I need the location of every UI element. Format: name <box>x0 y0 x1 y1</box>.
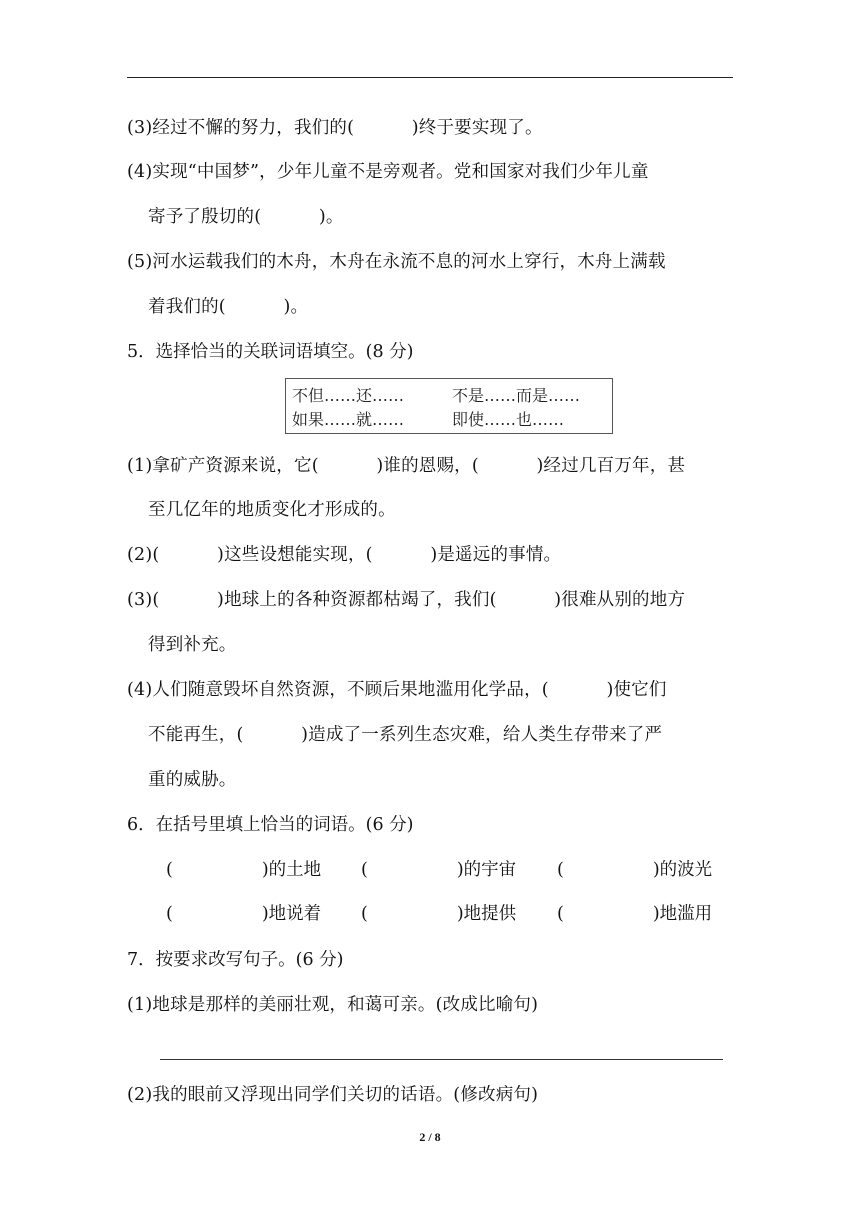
q5-item-4-line3: 重的威胁。 <box>148 770 237 790</box>
q6-blank: ( )的宇宙 <box>361 860 517 880</box>
q4-item-4-line1: (4)实现“中国梦”，少年儿童不是旁观者。党和国家对我们少年儿童 <box>127 162 649 182</box>
word-box-option: 不是……而是…… <box>452 386 581 405</box>
q4-item-3: (3)经过不懈的努力，我们的( )终于要实现了。 <box>127 118 543 138</box>
q4-item-5-line2: 着我们的( )。 <box>148 297 309 317</box>
q5-item-3-line2: 得到补充。 <box>148 635 237 655</box>
q5-item-4-line1: (4)人们随意毁坏自然资源，不顾后果地滥用化学品，( )使它们 <box>127 680 667 700</box>
q4-item-5-line1: (5)河水运载我们的木舟，木舟在永流不息的河水上穿行，木舟上满载 <box>127 252 666 272</box>
q5-item-2: (2)( )这些设想能实现，( )是遥远的事情。 <box>127 545 562 565</box>
q6-heading: 6．在括号里填上恰当的词语。(6 分) <box>127 815 414 835</box>
header-rule <box>127 77 733 78</box>
q5-item-1-line2: 至几亿年的地质变化才形成的。 <box>148 500 396 520</box>
word-box-option: 如果……就…… <box>292 410 405 429</box>
q6-blank: ( )地说着 <box>166 904 322 924</box>
q7-item-2: (2)我的眼前又浮现出同学们关切的话语。(修改病句) <box>127 1085 539 1105</box>
q6-blank: ( )的波光 <box>557 860 713 880</box>
page-number: 2 / 8 <box>419 1130 441 1144</box>
q5-item-4-line2: 不能再生，( )造成了一系列生态灾难，给人类生存带来了严 <box>148 725 663 745</box>
answer-line <box>160 1059 723 1060</box>
conjunction-word-box <box>285 378 613 434</box>
word-box-option: 不但……还…… <box>292 386 405 405</box>
word-box-option: 即使……也…… <box>452 410 565 429</box>
q6-blank: ( )地滥用 <box>557 904 713 924</box>
q5-heading: 5．选择恰当的关联词语填空。(8 分) <box>127 342 414 362</box>
q4-item-4-line2: 寄予了殷切的( )。 <box>148 207 344 227</box>
q5-item-1-line1: (1)拿矿产资源来说，它( )谁的恩赐，( )经过几百万年，甚 <box>127 456 686 476</box>
q6-blank: ( )的土地 <box>166 860 322 880</box>
q7-heading: 7．按要求改写句子。(6 分) <box>127 950 344 970</box>
q7-item-1: (1)地球是那样的美丽壮观，和蔼可亲。(改成比喻句) <box>127 995 539 1015</box>
q5-item-3-line1: (3)( )地球上的各种资源都枯竭了，我们( )很难从别的地方 <box>127 590 686 610</box>
q6-blank: ( )地提供 <box>361 904 517 924</box>
